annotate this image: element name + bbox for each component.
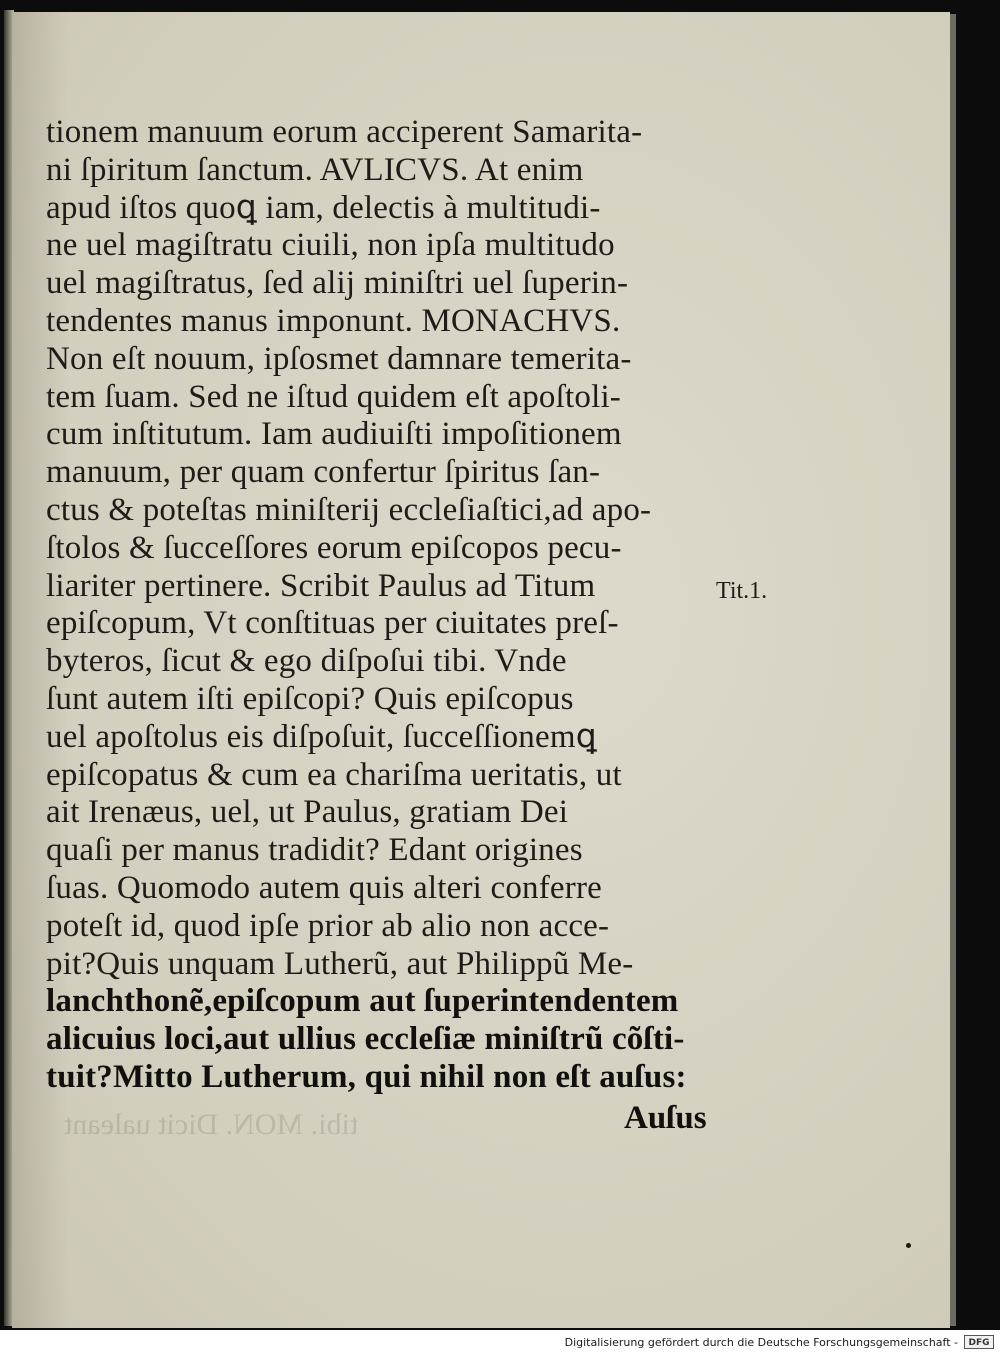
text-line: poteſt id, quod ipſe prior ab alio non acce- bbox=[46, 907, 610, 944]
text-line: ait Irenæus, uel, ut Paulus, gratiam Dei bbox=[46, 794, 569, 831]
text-line: apud iſtos quoꝗ iam, delectis à multitudi- bbox=[46, 189, 601, 226]
text-line: tem ſuam. Sed ne iſtud quidem eſt apoſtoli- bbox=[46, 378, 621, 415]
dfg-logo: DFG bbox=[964, 1335, 994, 1349]
text-line: manuum, per quam confertur ſpiritus ſan- bbox=[46, 454, 601, 491]
text-line: ne uel magiſtratu ciuili, non ipſa multitudo bbox=[46, 227, 615, 264]
text-line: tuit?Mitto Lutherum, qui nihil non eſt auſus: bbox=[46, 1058, 687, 1095]
page-right-edge bbox=[950, 14, 956, 1326]
text-line: uel magiſtratus, ſed alij miniſtri uel ſuperin- bbox=[46, 265, 629, 302]
text-line: epiſcopatus & cum ea chariſma ueritatis, ut bbox=[46, 756, 622, 793]
text-line: ſtolos & ſucceſſores eorum epiſcopos pecu- bbox=[46, 529, 622, 566]
text-line: tendentes manus imponunt. MONACHVS. bbox=[46, 302, 621, 339]
text-line: ſunt autem iſti epiſcopi? Quis epiſcopus bbox=[46, 680, 574, 717]
funding-credit: Digitalisierung gefördert durch die Deutsche Forschungsgemeinschaft - bbox=[564, 1336, 958, 1349]
footer-bar bbox=[0, 1330, 1000, 1354]
text-line: alicuius loci,aut ullius eccleſiæ miniſtrũ cõſti- bbox=[46, 1021, 685, 1058]
text-line: lanchthonẽ,epiſcopum aut ſuperintendentem bbox=[46, 983, 679, 1020]
ink-speck bbox=[906, 1243, 911, 1248]
text-line: epiſcopum, Vt conſtituas per ciuitates preſ- bbox=[46, 605, 619, 642]
bleed-through-text: tibi. MON. Dicit ualeant bbox=[64, 1108, 359, 1141]
text-line: tionem manuum eorum acciperent Samarita- bbox=[46, 114, 643, 150]
page-body-text bbox=[46, 114, 710, 1097]
text-line: cum inſtitutum. Iam audiuiſti impoſitionem bbox=[46, 416, 622, 453]
text-line: pit?Quis unquam Lutherũ, aut Philippũ Me- bbox=[46, 945, 634, 982]
text-line: Non eſt nouum, ipſosmet damnare temerita- bbox=[46, 340, 632, 377]
text-line: quaſi per manus tradidit? Edant origines bbox=[46, 832, 583, 869]
text-line: uel apoſtolus eis diſpoſuit, ſucceſſionemꝗ bbox=[46, 718, 597, 755]
text-line: ni ſpiritum ſanctum. AVLICVS. At enim bbox=[46, 151, 584, 188]
margin-note: Tit.1. bbox=[716, 578, 768, 604]
text-line: ſuas. Quomodo autem quis alteri conferre bbox=[46, 869, 602, 906]
catchword: Auſus bbox=[624, 1100, 707, 1136]
text-line: byteros, ſicut & ego diſpoſui tibi. Vnde bbox=[46, 643, 567, 680]
text-line: ctus & poteſtas miniſterij eccleſiaſtici,ad apo- bbox=[46, 491, 652, 528]
text-line: liariter pertinere. Scribit Paulus ad Titum bbox=[46, 567, 596, 604]
